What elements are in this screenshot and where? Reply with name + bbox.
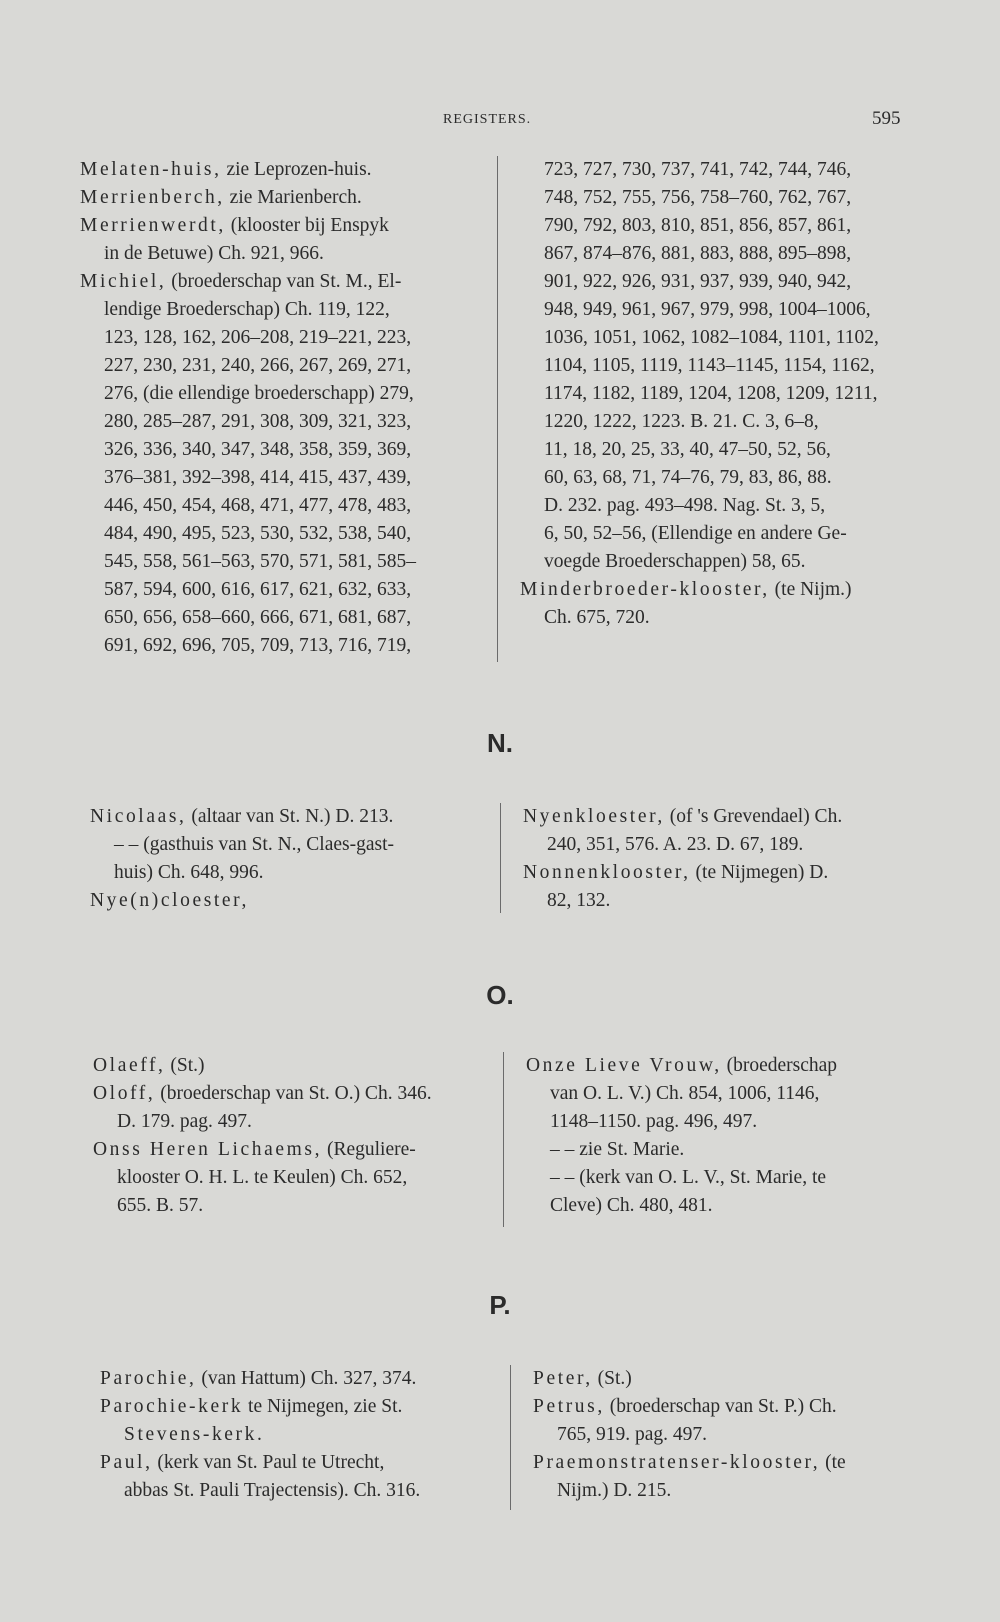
running-head	[0, 108, 1000, 132]
index-entry	[533, 1393, 953, 1421]
entry-headword: Melaten-huis,	[80, 159, 222, 180]
index-entry-continuation	[523, 831, 943, 859]
entry-text: voegde Broederschappen) 58, 65.	[544, 551, 806, 572]
entry-text: D. 232. pag. 493–498. Nag. St. 3, 5,	[544, 495, 826, 516]
index-entry-continuation	[90, 859, 490, 887]
left-column	[100, 1365, 505, 1505]
entry-text: (of 's Grevendael) Ch.	[664, 806, 843, 827]
index-entry-continuation	[80, 408, 480, 436]
index-entry-continuation	[520, 548, 940, 576]
index-entry	[80, 212, 480, 240]
entry-text: 11, 18, 20, 25, 33, 40, 47–50, 52, 56,	[544, 439, 831, 460]
entry-text: huis) Ch. 648, 996.	[114, 862, 264, 883]
index-entry	[520, 576, 940, 604]
index-entry	[533, 1365, 953, 1393]
entry-text: te Nijmegen, zie St.	[243, 1396, 403, 1417]
entry-text: 545, 558, 561–563, 570, 571, 581, 585–	[104, 551, 416, 572]
entry-text: 60, 63, 68, 71, 74–76, 79, 83, 86, 88.	[544, 467, 832, 488]
entry-text: Ch. 675, 720.	[544, 607, 650, 628]
entry-headword: Nonnenklooster,	[523, 862, 691, 883]
entry-headword: Parochie-kerk	[100, 1396, 244, 1417]
entry-headword: Stevens-kerk.	[124, 1424, 265, 1445]
entry-headword: Merrienberch,	[80, 187, 225, 208]
index-entry	[100, 1421, 505, 1449]
index-entry-continuation	[520, 492, 940, 520]
index-entry-continuation	[80, 436, 480, 464]
entry-text: (van Hattum) Ch. 327, 374.	[196, 1368, 417, 1389]
entry-headword: Oloff,	[93, 1083, 156, 1104]
index-entry-continuation	[520, 156, 940, 184]
entry-text: 484, 490, 495, 523, 530, 532, 538, 540,	[104, 523, 412, 544]
entry-headword: Merrienwerdt,	[80, 215, 226, 236]
index-entry	[523, 803, 943, 831]
index-entry-continuation	[80, 464, 480, 492]
entry-text: 790, 792, 803, 810, 851, 856, 857, 861,	[544, 215, 852, 236]
entry-headword: Nicolaas,	[90, 806, 187, 827]
index-entry-continuation	[80, 548, 480, 576]
entry-headword: Nye(n)cloester,	[90, 890, 249, 911]
right-column	[500, 803, 943, 913]
entry-headword: Olaeff,	[93, 1055, 166, 1076]
entry-text: 867, 874–876, 881, 883, 888, 895–898,	[544, 243, 852, 264]
entry-text: (St.)	[165, 1055, 205, 1076]
index-entry-continuation	[523, 887, 943, 915]
entry-headword: Praemonstratenser-klooster,	[533, 1452, 821, 1473]
index-entry-continuation	[520, 464, 940, 492]
index-entry-continuation	[520, 324, 940, 352]
entry-text: (St.)	[592, 1368, 632, 1389]
entry-text: 1220, 1222, 1223. B. 21. C. 3, 6–8,	[544, 411, 819, 432]
running-title: REGISTERS.	[443, 112, 532, 127]
entry-text: 1036, 1051, 1062, 1082–1084, 1101, 1102,	[544, 327, 879, 348]
index-entry	[93, 1136, 493, 1164]
entry-text: (broederschap van St. P.) Ch.	[604, 1396, 837, 1417]
entry-text: 901, 922, 926, 931, 937, 939, 940, 942,	[544, 271, 852, 292]
index-entry-continuation	[520, 520, 940, 548]
entry-text: 765, 919. pag. 497.	[557, 1424, 708, 1445]
index-entry	[80, 268, 480, 296]
index-entry-continuation	[93, 1108, 493, 1136]
letter-heading-o: O.	[486, 980, 514, 1010]
entry-text: klooster O. H. L. te Keulen) Ch. 652,	[117, 1167, 408, 1188]
index-entry-continuation	[80, 380, 480, 408]
index-entry	[93, 1080, 493, 1108]
entry-headword: Onss Heren Lichaems,	[93, 1139, 323, 1160]
entry-text: zie Marienberch.	[224, 187, 362, 208]
right-column	[497, 156, 940, 662]
index-entry-continuation	[533, 1477, 953, 1505]
index-entry-continuation	[520, 184, 940, 212]
entry-text: 82, 132.	[547, 890, 611, 911]
entry-text: 6, 50, 52–56, (Ellendige en andere Ge-	[544, 523, 847, 544]
entry-text: (kerk van St. Paul te Utrecht,	[152, 1452, 385, 1473]
entry-text: (altaar van St. N.) D. 213.	[186, 806, 394, 827]
entry-text: 587, 594, 600, 616, 617, 621, 632, 633,	[104, 579, 412, 600]
index-entry-continuation	[520, 268, 940, 296]
index-entry-continuation	[80, 324, 480, 352]
index-entry-continuation	[520, 436, 940, 464]
entry-headword: Onze Lieve Vrouw,	[526, 1055, 722, 1076]
index-entry-continuation	[80, 352, 480, 380]
entry-text: 948, 949, 961, 967, 979, 998, 1004–1006,	[544, 299, 871, 320]
entry-text: abbas St. Pauli Trajectensis). Ch. 316.	[124, 1480, 421, 1501]
index-entry	[80, 156, 480, 184]
entry-text: 326, 336, 340, 347, 348, 358, 359, 369,	[104, 439, 412, 460]
entry-headword: Minderbroeder-klooster,	[520, 579, 770, 600]
entry-text: D. 179. pag. 497.	[117, 1111, 252, 1132]
entry-text: – – zie St. Marie.	[550, 1139, 685, 1160]
index-entry	[90, 803, 490, 831]
letter-heading-n: N.	[487, 728, 513, 758]
index-entry-continuation	[520, 240, 940, 268]
index-entry-continuation	[520, 352, 940, 380]
letter-heading-p: P.	[489, 1290, 511, 1320]
right-column	[510, 1365, 953, 1510]
entry-text: (broederschap van St. O.) Ch. 346.	[155, 1083, 432, 1104]
entry-text: 376–381, 392–398, 414, 415, 437, 439,	[104, 467, 412, 488]
left-column	[90, 803, 490, 915]
index-entry-continuation	[526, 1108, 946, 1136]
index-entry	[526, 1052, 946, 1080]
entry-text: – – (kerk van O. L. V., St. Marie, te	[550, 1167, 827, 1188]
entry-text: 276, (die ellendige broederschapp) 279,	[104, 383, 414, 404]
page-number: 595	[872, 108, 901, 129]
entry-text: 446, 450, 454, 468, 471, 477, 478, 483,	[104, 495, 412, 516]
index-entry-continuation	[520, 212, 940, 240]
index-entry-continuation	[520, 604, 940, 632]
entry-text: 691, 692, 696, 705, 709, 713, 716, 719,	[104, 635, 412, 656]
entry-text: (te Nijmegen) D.	[690, 862, 829, 883]
entry-text: 240, 351, 576. A. 23. D. 67, 189.	[547, 834, 804, 855]
index-entry-continuation	[90, 831, 490, 859]
entry-text: 227, 230, 231, 240, 266, 267, 269, 271,	[104, 355, 412, 376]
entry-text: van O. L. V.) Ch. 854, 1006, 1146,	[550, 1083, 820, 1104]
entry-text: (broederschap	[721, 1055, 838, 1076]
index-entry-continuation	[520, 296, 940, 324]
entry-text: – – (gasthuis van St. N., Claes-gast-	[114, 834, 395, 855]
entry-text: (Reguliere-	[322, 1139, 416, 1160]
entry-text: (te Nijm.)	[769, 579, 852, 600]
index-entry	[93, 1052, 493, 1080]
index-entry	[100, 1449, 505, 1477]
index-entry	[90, 887, 490, 915]
index-entry-continuation	[520, 408, 940, 436]
index-entry-continuation	[80, 520, 480, 548]
index-entry	[523, 859, 943, 887]
entry-headword: Nyenkloester,	[523, 806, 665, 827]
entry-text: zie Leprozen-huis.	[221, 159, 372, 180]
entry-text: 280, 285–287, 291, 308, 309, 321, 323,	[104, 411, 412, 432]
right-column	[503, 1052, 946, 1227]
index-entry-continuation	[80, 604, 480, 632]
index-entry-continuation	[526, 1136, 946, 1164]
index-entry-continuation	[80, 296, 480, 324]
index-entry-continuation	[80, 576, 480, 604]
entry-text: 723, 727, 730, 737, 741, 742, 744, 746,	[544, 159, 852, 180]
index-entry-continuation	[100, 1477, 505, 1505]
entry-text: 650, 656, 658–660, 666, 671, 681, 687,	[104, 607, 412, 628]
entry-headword: Paul,	[100, 1452, 153, 1473]
index-entry-continuation	[526, 1164, 946, 1192]
index-entry	[80, 184, 480, 212]
index-entry	[100, 1365, 505, 1393]
index-entry-continuation	[80, 240, 480, 268]
left-column	[80, 156, 480, 660]
index-entry-continuation	[93, 1164, 493, 1192]
index-entry	[100, 1393, 505, 1421]
entry-headword: Peter,	[533, 1368, 593, 1389]
entry-text: (broederschap van St. M., El-	[166, 271, 402, 292]
index-entry-continuation	[520, 380, 940, 408]
entry-text: 1148–1150. pag. 496, 497.	[550, 1111, 758, 1132]
entry-text: Nijm.) D. 215.	[557, 1480, 672, 1501]
entry-headword: Michiel,	[80, 271, 167, 292]
entry-headword: Parochie,	[100, 1368, 197, 1389]
entry-text: 1104, 1105, 1119, 1143–1145, 1154, 1162,	[544, 355, 875, 376]
entry-text: (klooster bij Enspyk	[225, 215, 389, 236]
entry-text: 123, 128, 162, 206–208, 219–221, 223,	[104, 327, 412, 348]
index-entry-continuation	[526, 1192, 946, 1220]
entry-text: Cleve) Ch. 480, 481.	[550, 1195, 713, 1216]
index-entry-continuation	[533, 1421, 953, 1449]
index-entry-continuation	[93, 1192, 493, 1220]
entry-text: 1174, 1182, 1189, 1204, 1208, 1209, 1211,	[544, 383, 878, 404]
entry-text: (te	[820, 1452, 846, 1473]
entry-headword: Petrus,	[533, 1396, 605, 1417]
entry-text: 748, 752, 755, 756, 758–760, 762, 767,	[544, 187, 852, 208]
index-entry	[533, 1449, 953, 1477]
index-entry-continuation	[80, 492, 480, 520]
entry-text: in de Betuwe) Ch. 921, 966.	[104, 243, 324, 264]
entry-text: lendige Broederschap) Ch. 119, 122,	[104, 299, 390, 320]
index-entry-continuation	[526, 1080, 946, 1108]
index-entry-continuation	[80, 632, 480, 660]
entry-text: 655. B. 57.	[117, 1195, 204, 1216]
left-column	[93, 1052, 493, 1220]
